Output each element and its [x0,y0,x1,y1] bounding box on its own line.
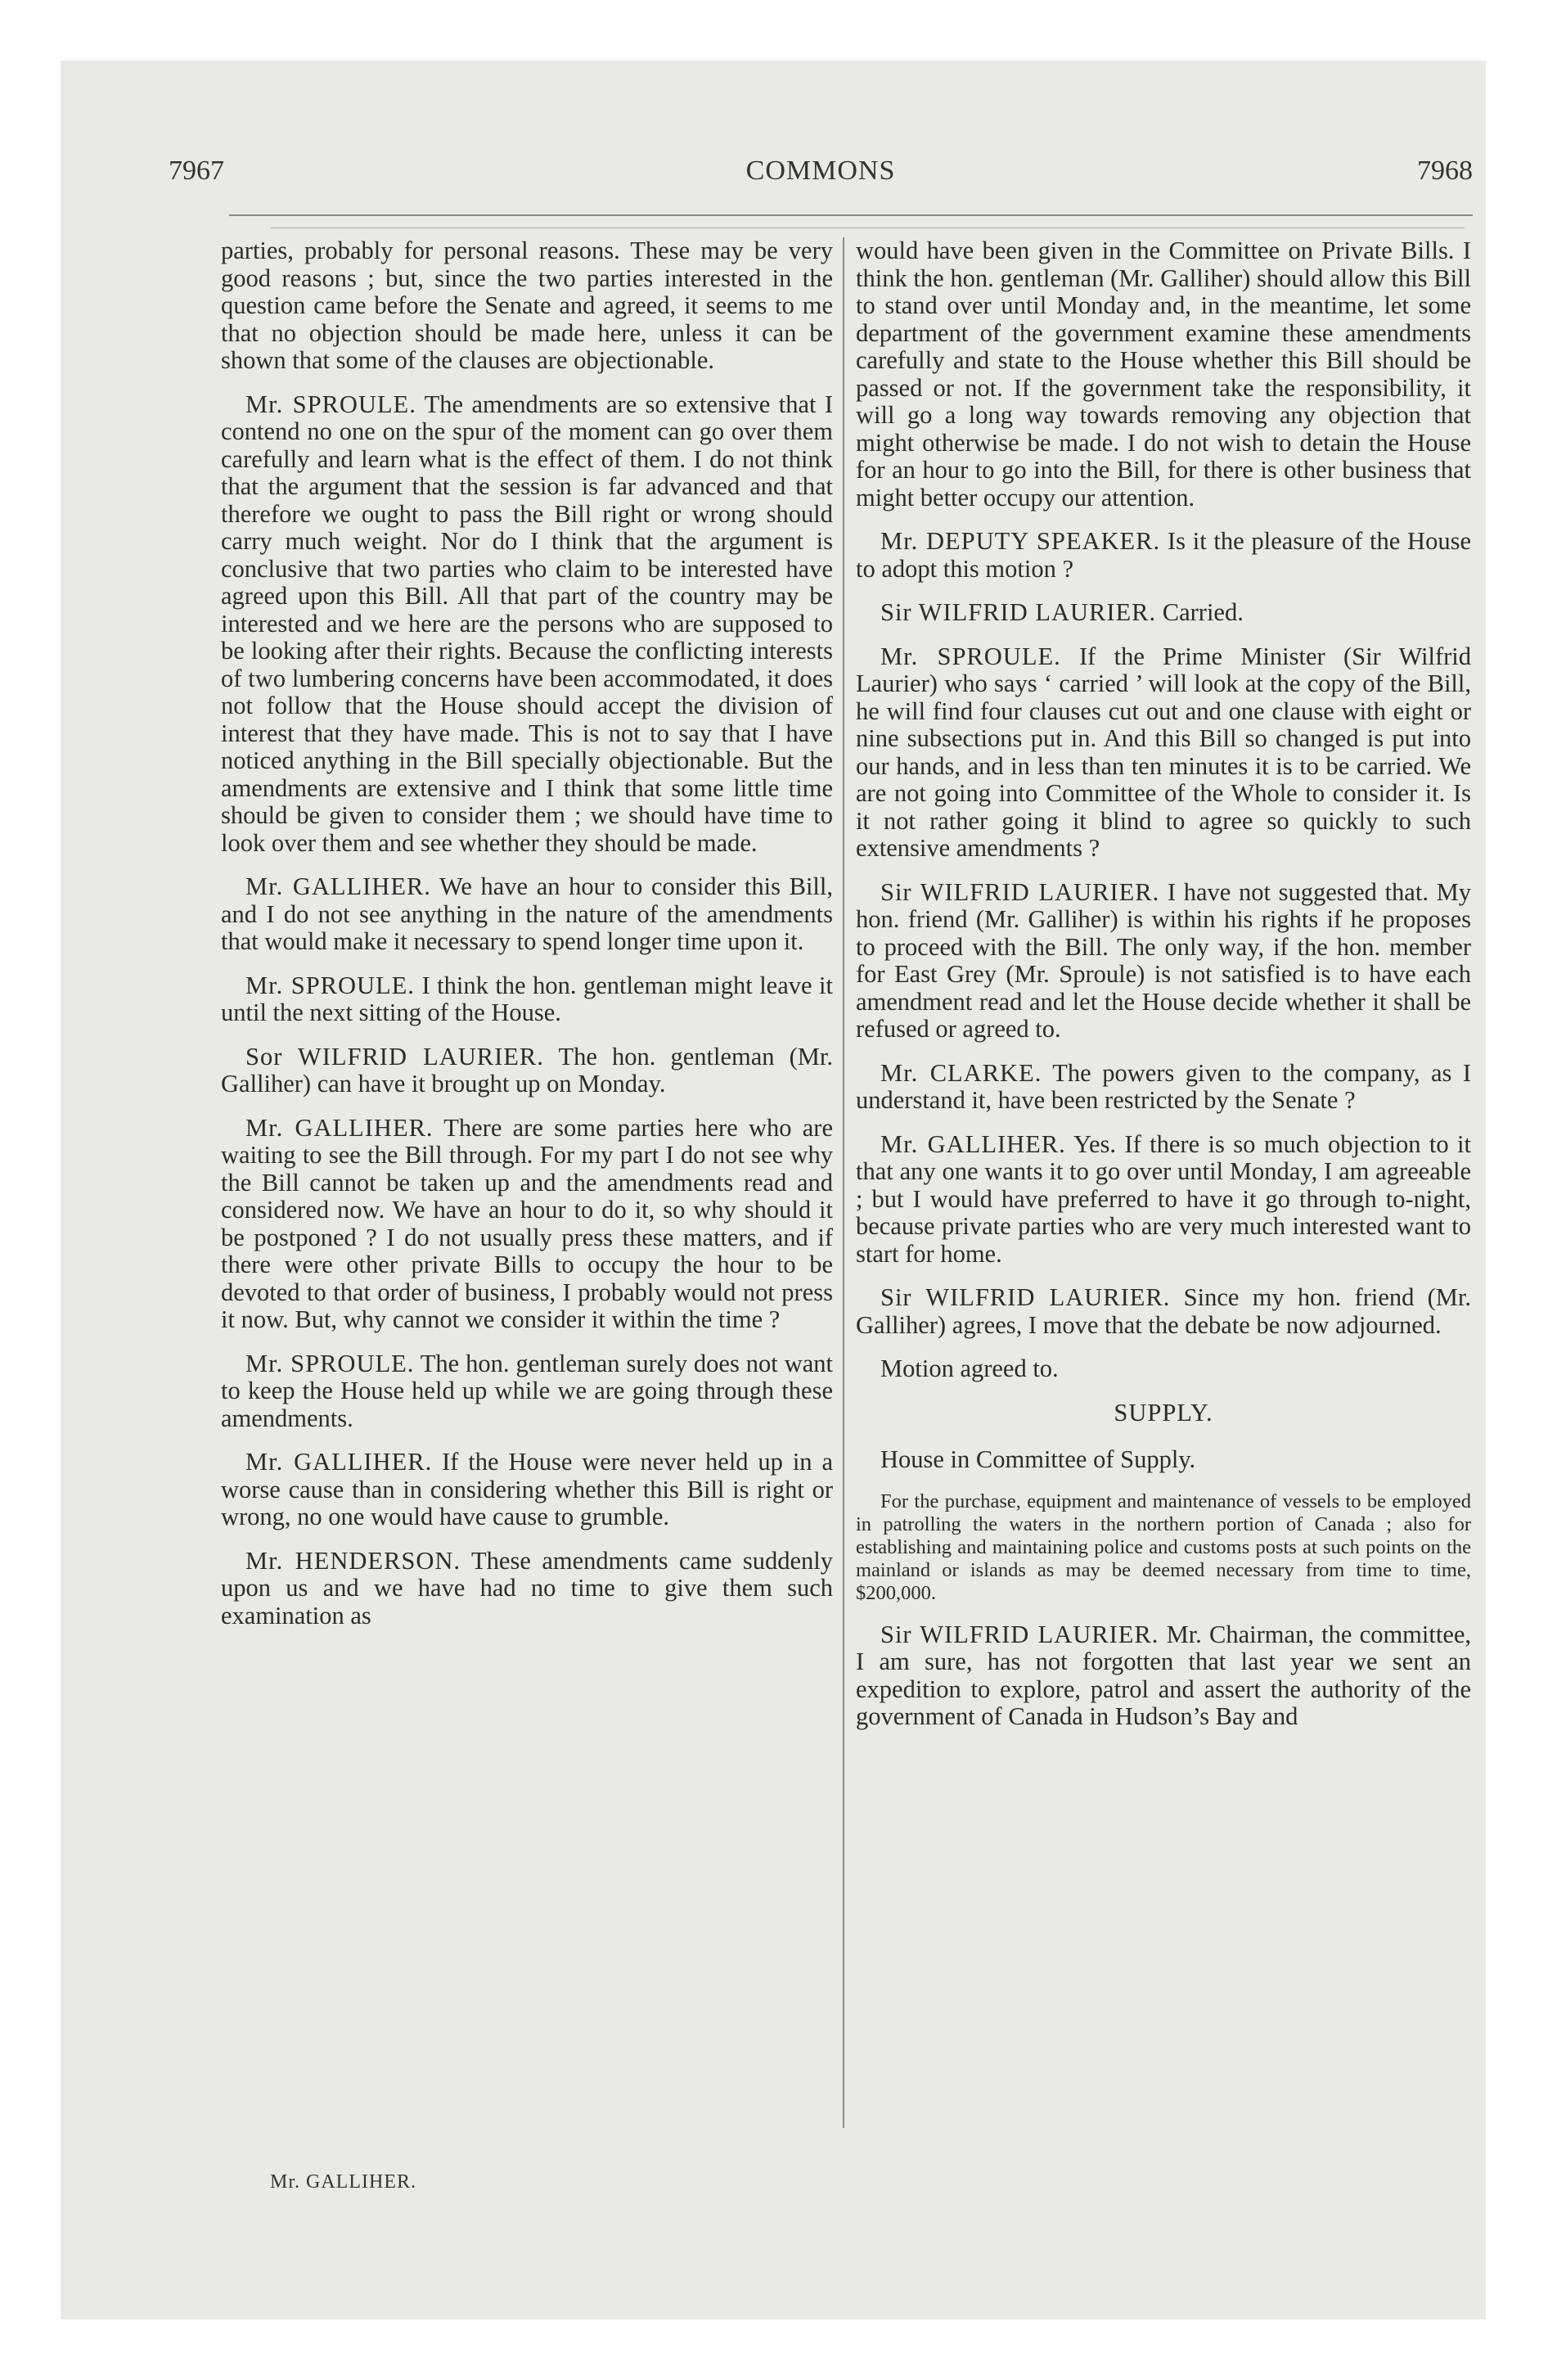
paragraph: Mr. SPROULE. The amendments are so extensive that I contend no one on the spur of the moment can go over them carefully and learn what is the effect of them. I do not think that the argument that the session is far advanced and that therefore we ought to pass the Bill right or wrong should carry much weight. Nor do I think that the argument is conclusive that two parties who claim to be interested have agreed upon this Bill. All that part of the country may be interested and we here are the persons who are supposed to be looking after their rights. Because the conflicting interests of two lumbering concerns have been accommodated, it does not follow that the House should accept the division of interest that they have made. This is not to say that I have noticed anything in the Bill specially objectionable. But the amendments are extensive and I think that some little time should be given to consider them ; we should have time to look over them and see whether they should be made. [221,390,833,857]
paragraph: Sir WILFRID LAURIER. Mr. Chairman, the committee, I am sure, has not forgotten that last year we sent an expedition to explore, patrol and assert the authority of the government of Canada in Hudson’s Bay and [856,1620,1472,1730]
paragraph: Sir WILFRID LAURIER. I have not suggested that. My hon. friend (Mr. Galliher) is within his rights if he proposes to proceed with the Bill. The only way, if the hon. member for East Grey (Mr. Sproule) is not satisfied is to have each amendment read and let the House decide whether it shall be refused or agreed to. [856,877,1471,1043]
speaker-name: Mr. SPROULE. [245,1349,415,1377]
paragraph: Mr. SPROULE. I think the hon. gentleman might leave it until the next sitting of the House. [221,971,833,1026]
speaker-name: Mr. GALLIHER. [245,872,431,900]
speaker-name: Mr. GALLIHER. [245,1448,433,1476]
paragraph: Mr. SPROULE. If the Prime Minister (Sir Wilfrid Laurier) who says ‘ carried ’ will look at the copy of the Bill, he will find four clauses cut out and one clause with eight or nine subsections put in. And this Bill so changed is put into our hands, and in less than ten minutes it is to be carried. We are not going into Committee of the Whole to consider it. Is it not rather going it blind to agree so quickly to such extensive amendments ? [856,642,1471,862]
column-divider [843,237,844,2128]
speaker-name: Sir WILFRID LAURIER. [880,598,1157,626]
paragraph: Sor WILFRID LAURIER. The hon. gentleman (Mr. Galliher) can have it brought up on Monday. [221,1042,833,1098]
paragraph: Mr. DEPUTY SPEAKER. Is it the pleasure of the House to adopt this motion ? [856,527,1471,583]
page-header [169,156,1473,196]
page-number-left: 7967 [169,156,224,186]
paragraph: Mr. GALLIHER. We have an hour to consider this Bill, and I do not see anything in the nature of the amendments that would make it necessary to spend longer time upon it. [221,872,833,955]
speaker-name: Mr. DEPUTY SPEAKER. [880,527,1161,555]
speaker-name: Sir WILFRID LAURIER. [880,1283,1171,1311]
paragraph: Mr. GALLIHER. There are some parties here who are waiting to see the Bill through. For my part I do not see why the Bill cannot be taken up and the amendments read and considered now. We have an hour to do it, so why should it be postponed ? I do not usually press these matters, and if there were other private Bills to occupy the hour to be devoted to that order of business, I probably would not press it now. But, why cannot we consider it within the time ? [221,1113,833,1333]
header-rule [229,214,1473,216]
speaker-name: Sir WILFRID LAURIER. [880,877,1160,906]
paragraph: would have been given in the Committee on Private Bills. I think the hon. gentleman (Mr. Galliher) should allow this Bill to stand over until Monday and, in the meantime, let some department of the government examine these amendments carefully and state to the House whether this Bill should be passed or not. If the government take the responsibility, it will go a long way towards removing any objection that might otherwise be made. I do not wish to detain the House for an hour to go into the Bill, for there is other business that might better occupy our attention. [856,237,1471,512]
footer-speaker-catchword: Mr. GALLIHER. [270,2171,416,2193]
right-column [856,237,1471,1747]
page-number-right: 7968 [1417,156,1473,186]
speaker-name: Mr. SPROULE. [245,390,416,418]
speaker-name: Mr. CLARKE. [880,1058,1042,1087]
speaker-name: Mr. SPROULE. [245,971,415,999]
speaker-name: Mr. SPROULE. [880,642,1061,670]
left-column [221,237,833,1646]
paragraph: Sir WILFRID LAURIER. Carried. [880,598,1244,626]
paragraph: Mr. CLARKE. The powers given to the company, as I understand it, have been restricted by the Senate ? [856,1058,1472,1114]
section-heading: SUPPLY. [1114,1398,1213,1427]
running-title: COMMONS [745,156,896,186]
paragraph: Mr. SPROULE. The hon. gentleman surely does not want to keep the House held up while we are going through these amendments. [221,1349,833,1432]
speaker-name: Sor WILFRID LAURIER. [245,1042,544,1071]
paragraph: Mr. HENDERSON. These amendments came suddenly upon us and we have had no time to give them such examination as [221,1546,834,1629]
speaker-name: Mr. GALLIHER. [245,1113,434,1142]
paragraph: Motion agreed to. [880,1355,1059,1382]
speaker-name: Mr. GALLIHER. [880,1129,1066,1158]
speaker-name: Mr. HENDERSON. [245,1546,461,1575]
speaker-name: Sir WILFRID LAURIER. [880,1620,1159,1648]
paragraph: House in Committee of Supply. [880,1445,1196,1473]
paragraph: Sir WILFRID LAURIER. Since my hon. friend (Mr. Galliher) agrees, I move that the debate be now adjourned. [856,1283,1472,1339]
paragraph: Mr. GALLIHER. Yes. If there is so much objection to it that any one wants it to go over until Monday, I am agreeable ; but I would have preferred to have it go through to-night, because private parties who are very much interested want to start for home. [856,1129,1471,1268]
paragraph: parties, probably for personal reasons. These may be very good reasons ; but, since the two parties interested in the question came before the Senate and agreed, it seems to me that no objection should be made here, unless it can be shown that some of the clauses are objectionable. [221,237,833,374]
paragraph: Mr. GALLIHER. If the House were never held up in a worse cause than in considering whether this Bill is right or wrong, no one would have cause to grumble. [221,1448,833,1530]
supply-item: For the purchase, equipment and maintenance of vessels to be employed in patrolling the waters in the northern portion of Canada ; also for establishing and maintaining police and customs posts at such points on the mainland or islands as may be deemed necessary from time to time, $200,000. [856,1490,1471,1604]
